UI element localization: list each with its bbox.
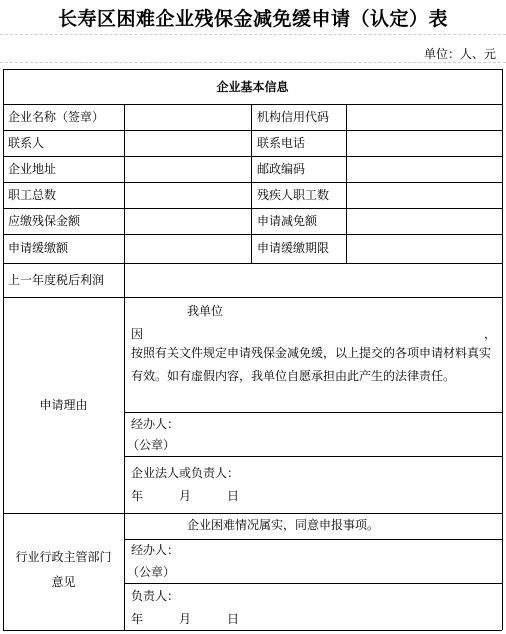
- field-label-deferral-amount: 申请缓缴额: [8, 241, 69, 255]
- field-label-postcode: 邮政编码: [257, 162, 306, 176]
- field-label-disabled-staff: 残疾人职工数: [257, 188, 330, 202]
- dept-seal-label: （公章）: [127, 565, 176, 579]
- row-line: [3, 263, 502, 264]
- apply-date-label: 年 月 日: [131, 489, 240, 503]
- dept-opinion-statement: 企业困难情况属实，同意申报事项。: [187, 518, 380, 532]
- row-line: [3, 182, 502, 183]
- field-label-last-year-profit: 上一年度税后利润: [8, 273, 105, 287]
- table-border-left: [3, 69, 4, 630]
- inner-line: [124, 456, 502, 457]
- page-title: 长寿区困难企业残保金减免缓申请（认定）表: [57, 8, 448, 30]
- unit-label: 单位：人、元: [423, 47, 496, 61]
- row-line: [3, 513, 502, 514]
- apply-reason-line2-end: ，: [484, 327, 497, 341]
- table-border-bottom: [3, 630, 502, 631]
- legal-rep-label: 企业法人或负责人：: [131, 466, 240, 480]
- row-line: [3, 234, 502, 235]
- row-line: [3, 156, 502, 157]
- inner-line: [124, 412, 502, 413]
- unit-underline: [0, 62, 506, 63]
- apply-reason-line1: 我单位: [187, 304, 224, 318]
- field-label-address: 企业地址: [8, 162, 57, 176]
- field-label-company-name: 企业名称（签章）: [8, 110, 105, 124]
- column-line: [251, 104, 252, 263]
- apply-handler-label: 经办人：: [131, 417, 180, 431]
- dept-opinion-label-line2: 意见: [51, 575, 76, 589]
- field-label-phone: 联系电话: [257, 136, 306, 150]
- field-label-reduction-amount: 申请减免额: [257, 214, 318, 228]
- apply-seal-label: （公章）: [127, 438, 176, 452]
- apply-reason-line2-start: 因: [131, 327, 144, 341]
- row-line: [3, 297, 502, 298]
- field-label-total-staff: 职工总数: [8, 188, 57, 202]
- dept-date-label: 年 月 日: [131, 612, 240, 626]
- dept-responsible-label: 负责人：: [131, 589, 180, 603]
- dept-opinion-label-line1: 行业行政主管部门: [15, 550, 112, 564]
- field-label-contact: 联系人: [8, 136, 45, 150]
- title-underline: [0, 34, 506, 35]
- field-label-payable-amount: 应缴残保金额: [8, 214, 81, 228]
- apply-reason-paragraph: 按照有关文件规定申请残保金减免缓，以上提交的各项申请材料真实有效。如有虚假内容，我单位自愿承担由此产生的法律责任。: [131, 346, 492, 383]
- inner-line: [124, 583, 502, 584]
- inner-line: [124, 539, 502, 540]
- field-label-deferral-period: 申请缓缴期限: [257, 241, 330, 255]
- column-line: [124, 104, 125, 630]
- table-border-right: [502, 69, 503, 630]
- table-border-top: [3, 69, 502, 70]
- row-line: [3, 130, 502, 131]
- field-label-credit-code: 机构信用代码: [257, 110, 330, 124]
- dept-handler-label: 经办人：: [131, 543, 180, 557]
- section-header: 企业基本信息: [216, 80, 289, 94]
- row-line: [3, 104, 502, 105]
- row-line: [3, 208, 502, 209]
- column-line: [346, 104, 347, 263]
- apply-reason-label: 申请理由: [39, 398, 88, 412]
